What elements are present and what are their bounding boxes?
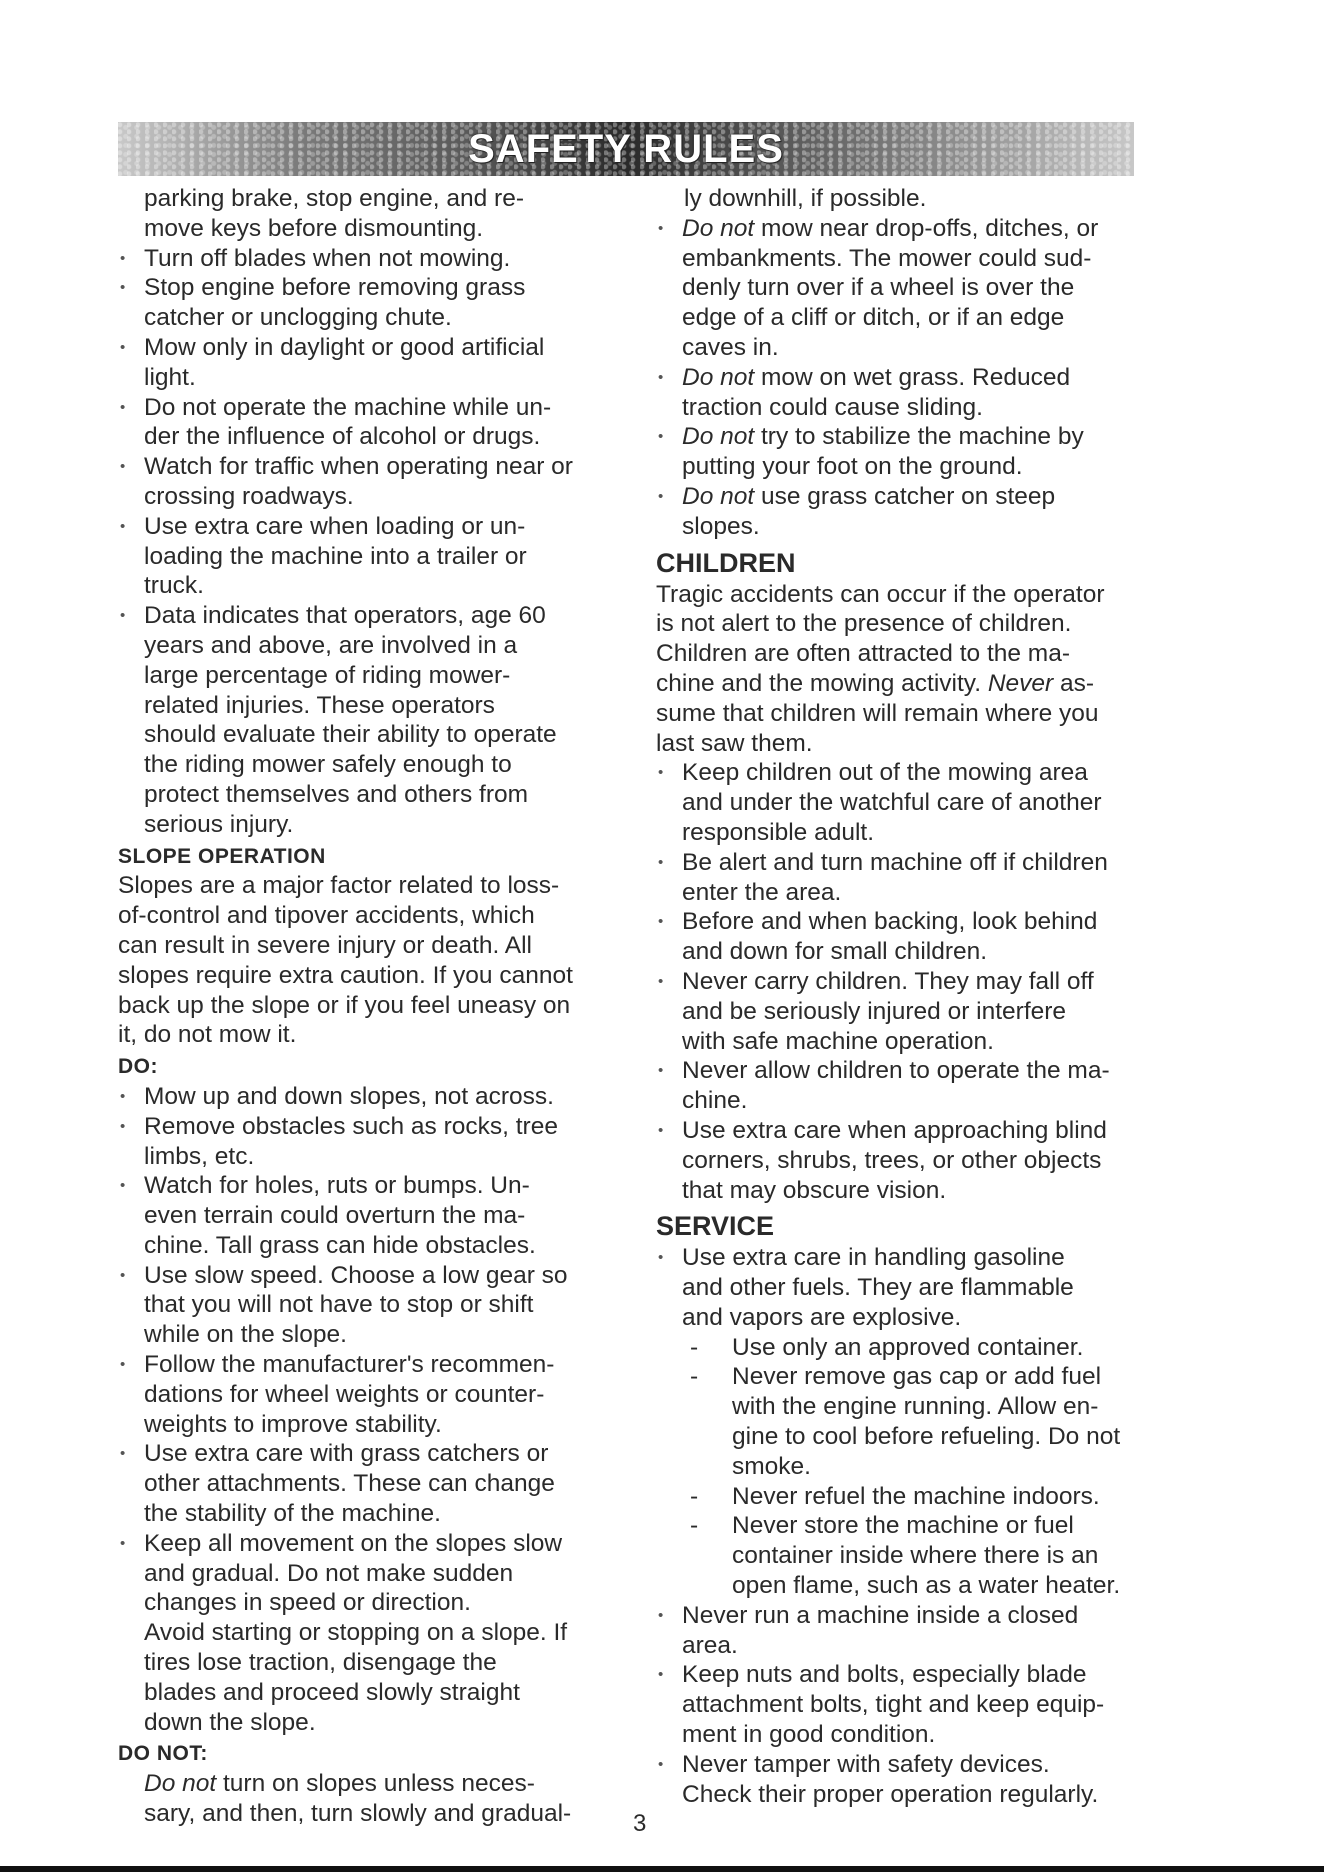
- slope-operation-heading: SLOPE OPERATION: [118, 844, 326, 868]
- scan-edge-divider: [0, 1866, 1324, 1872]
- service-sub-list: [656, 1333, 1176, 1601]
- list-item: • Follow the manufacturer's recommen- dations for wheel weights or counter- weights to improve stability.: [118, 1350, 628, 1439]
- service-bullet-list: [656, 1243, 1176, 1809]
- list-item: • Never carry children. They may fall off and be seriously injured or interfere with safe machine operation.: [656, 967, 1176, 1056]
- list-item: • Stop engine before removing grass catcher or unclogging chute.: [118, 273, 628, 333]
- body-text: turn on slopes unless neces- sary, and then, turn slowly and gradual-: [144, 1770, 572, 1828]
- do-heading: DO:: [118, 1055, 158, 1079]
- right-column: [656, 184, 1176, 1809]
- body-text: mow near drop-offs, ditches, or embankments. The mower could sud- denly turn over if a wheel is over the edge of a cliff or ditch, or if an edge caves in.: [682, 214, 1099, 361]
- list-item: • Turn off blades when not mowing.: [118, 244, 628, 274]
- list-item: [656, 482, 1176, 542]
- list-item: • Be alert and turn machine off if children enter the area.: [656, 848, 1176, 908]
- list-item: • Data indicates that operators, age 60 years and above, are involved in a large percentage of riding mower- related injuries. These operators should evaluate their ability to operate the riding mower safely enough to protect themselves and others from serious injury.: [118, 601, 628, 839]
- list-item: • Watch for holes, ruts or bumps. Un- even terrain could overturn the ma- chine. Tall grass can hide obstacles.: [118, 1171, 628, 1260]
- list-item: • Remove obstacles such as rocks, tree limbs, etc.: [118, 1112, 628, 1172]
- continued-paragraph: parking brake, stop engine, and re- move keys before dismounting.: [144, 185, 524, 242]
- sub-list-item: - Use only an approved container.: [656, 1333, 1176, 1363]
- body-text: try to stabilize the machine by putting your foot on the ground.: [682, 423, 1084, 481]
- children-paragraph: [656, 580, 1176, 759]
- list-item: • Use slow speed. Choose a low gear so that you will not have to stop or shift while on the slope.: [118, 1261, 628, 1350]
- do-not-bullet-list: [656, 214, 1176, 542]
- sub-list-item: - Never store the machine or fuel container inside where there is an open flame, such as a water heater.: [656, 1511, 1176, 1600]
- emphasis-text: Do not: [682, 363, 755, 391]
- page-number: 3: [633, 1810, 647, 1837]
- continued-paragraph: ly downhill, if possible.: [684, 185, 927, 212]
- sub-list-item: - Never remove gas cap or add fuel with the engine running. Allow en- gine to cool before refueling. Do not smoke.: [656, 1362, 1176, 1481]
- children-heading: CHILDREN: [656, 547, 796, 578]
- body-text: mow on wet grass. Reduced traction could cause sliding.: [682, 363, 1071, 421]
- header-banner: [118, 122, 1134, 176]
- service-heading: SERVICE: [656, 1211, 775, 1242]
- list-item: • Use extra care when approaching blind corners, shrubs, trees, or other objects that may obscure vision.: [656, 1116, 1176, 1205]
- list-item: • Watch for traffic when operating near or crossing roadways.: [118, 452, 628, 512]
- children-bullet-list: [656, 758, 1176, 1205]
- list-item: • Keep all movement on the slopes slow and gradual. Do not make sudden changes in speed or direction.: [118, 1529, 628, 1618]
- slope-operation-paragraph: Slopes are a major factor related to loss- of-control and tipover accidents, which can result in severe injury or death. All slopes require extra caution. If you cannot back up the slope or if you feel uneasy on it, do not mow it.: [118, 872, 573, 1049]
- do-not-paragraph: [118, 1769, 628, 1829]
- list-item: • Never run a machine inside a closed area.: [656, 1601, 1176, 1661]
- page-title: SAFETY RULES: [468, 126, 784, 171]
- emphasis-text: Never: [987, 669, 1054, 697]
- list-item: • Use extra care in handling gasoline and other fuels. They are flammable and vapors are explosive.: [656, 1243, 1176, 1332]
- list-item: • Mow only in daylight or good artificial light.: [118, 333, 628, 393]
- list-item: • Never allow children to operate the ma- chine.: [656, 1056, 1176, 1116]
- avoid-paragraph: Avoid starting or stopping on a slope. If tires lose traction, disengage the blades and proceed slowly straight down the slope.: [144, 1619, 568, 1736]
- list-item: [656, 214, 1176, 363]
- list-item: • Never tamper with safety devices. Check their proper operation regularly.: [656, 1750, 1176, 1810]
- do-bullet-list: [118, 1082, 628, 1618]
- body-text: Tragic accidents can occur if the operator is not alert to the presence of children. Children are often attracted to the ma- chine and the mowing activity.: [656, 580, 1105, 697]
- list-item: • Keep children out of the mowing area and under the watchful care of another responsible adult.: [656, 758, 1176, 847]
- list-item: • Keep nuts and bolts, especially blade attachment bolts, tight and keep equip- ment in good condition.: [656, 1660, 1176, 1749]
- list-item: [656, 363, 1176, 423]
- left-column: [118, 184, 628, 1829]
- list-item: • Use extra care when loading or un- loading the machine into a trailer or truck.: [118, 512, 628, 601]
- list-item: • Before and when backing, look behind and down for small children.: [656, 907, 1176, 967]
- body-text: as- sume that children will remain where you last saw them.: [656, 669, 1099, 757]
- sub-list-item: - Never refuel the machine indoors.: [656, 1482, 1176, 1512]
- emphasis-text: Do not: [682, 482, 755, 510]
- do-not-heading: DO NOT:: [118, 1742, 208, 1766]
- list-item: • Mow up and down slopes, not across.: [118, 1082, 628, 1112]
- emphasis-text: Do not: [682, 214, 755, 242]
- list-item: • Use extra care with grass catchers or other attachments. These can change the stability of the machine.: [118, 1439, 628, 1528]
- emphasis-text: Do not: [144, 1770, 217, 1798]
- body-text: use grass catcher on steep slopes.: [682, 482, 1056, 540]
- general-bullet-list: [118, 244, 628, 840]
- list-item: • Do not operate the machine while un- der the influence of alcohol or drugs.: [118, 393, 628, 453]
- emphasis-text: Do not: [682, 423, 755, 451]
- list-item: [656, 422, 1176, 482]
